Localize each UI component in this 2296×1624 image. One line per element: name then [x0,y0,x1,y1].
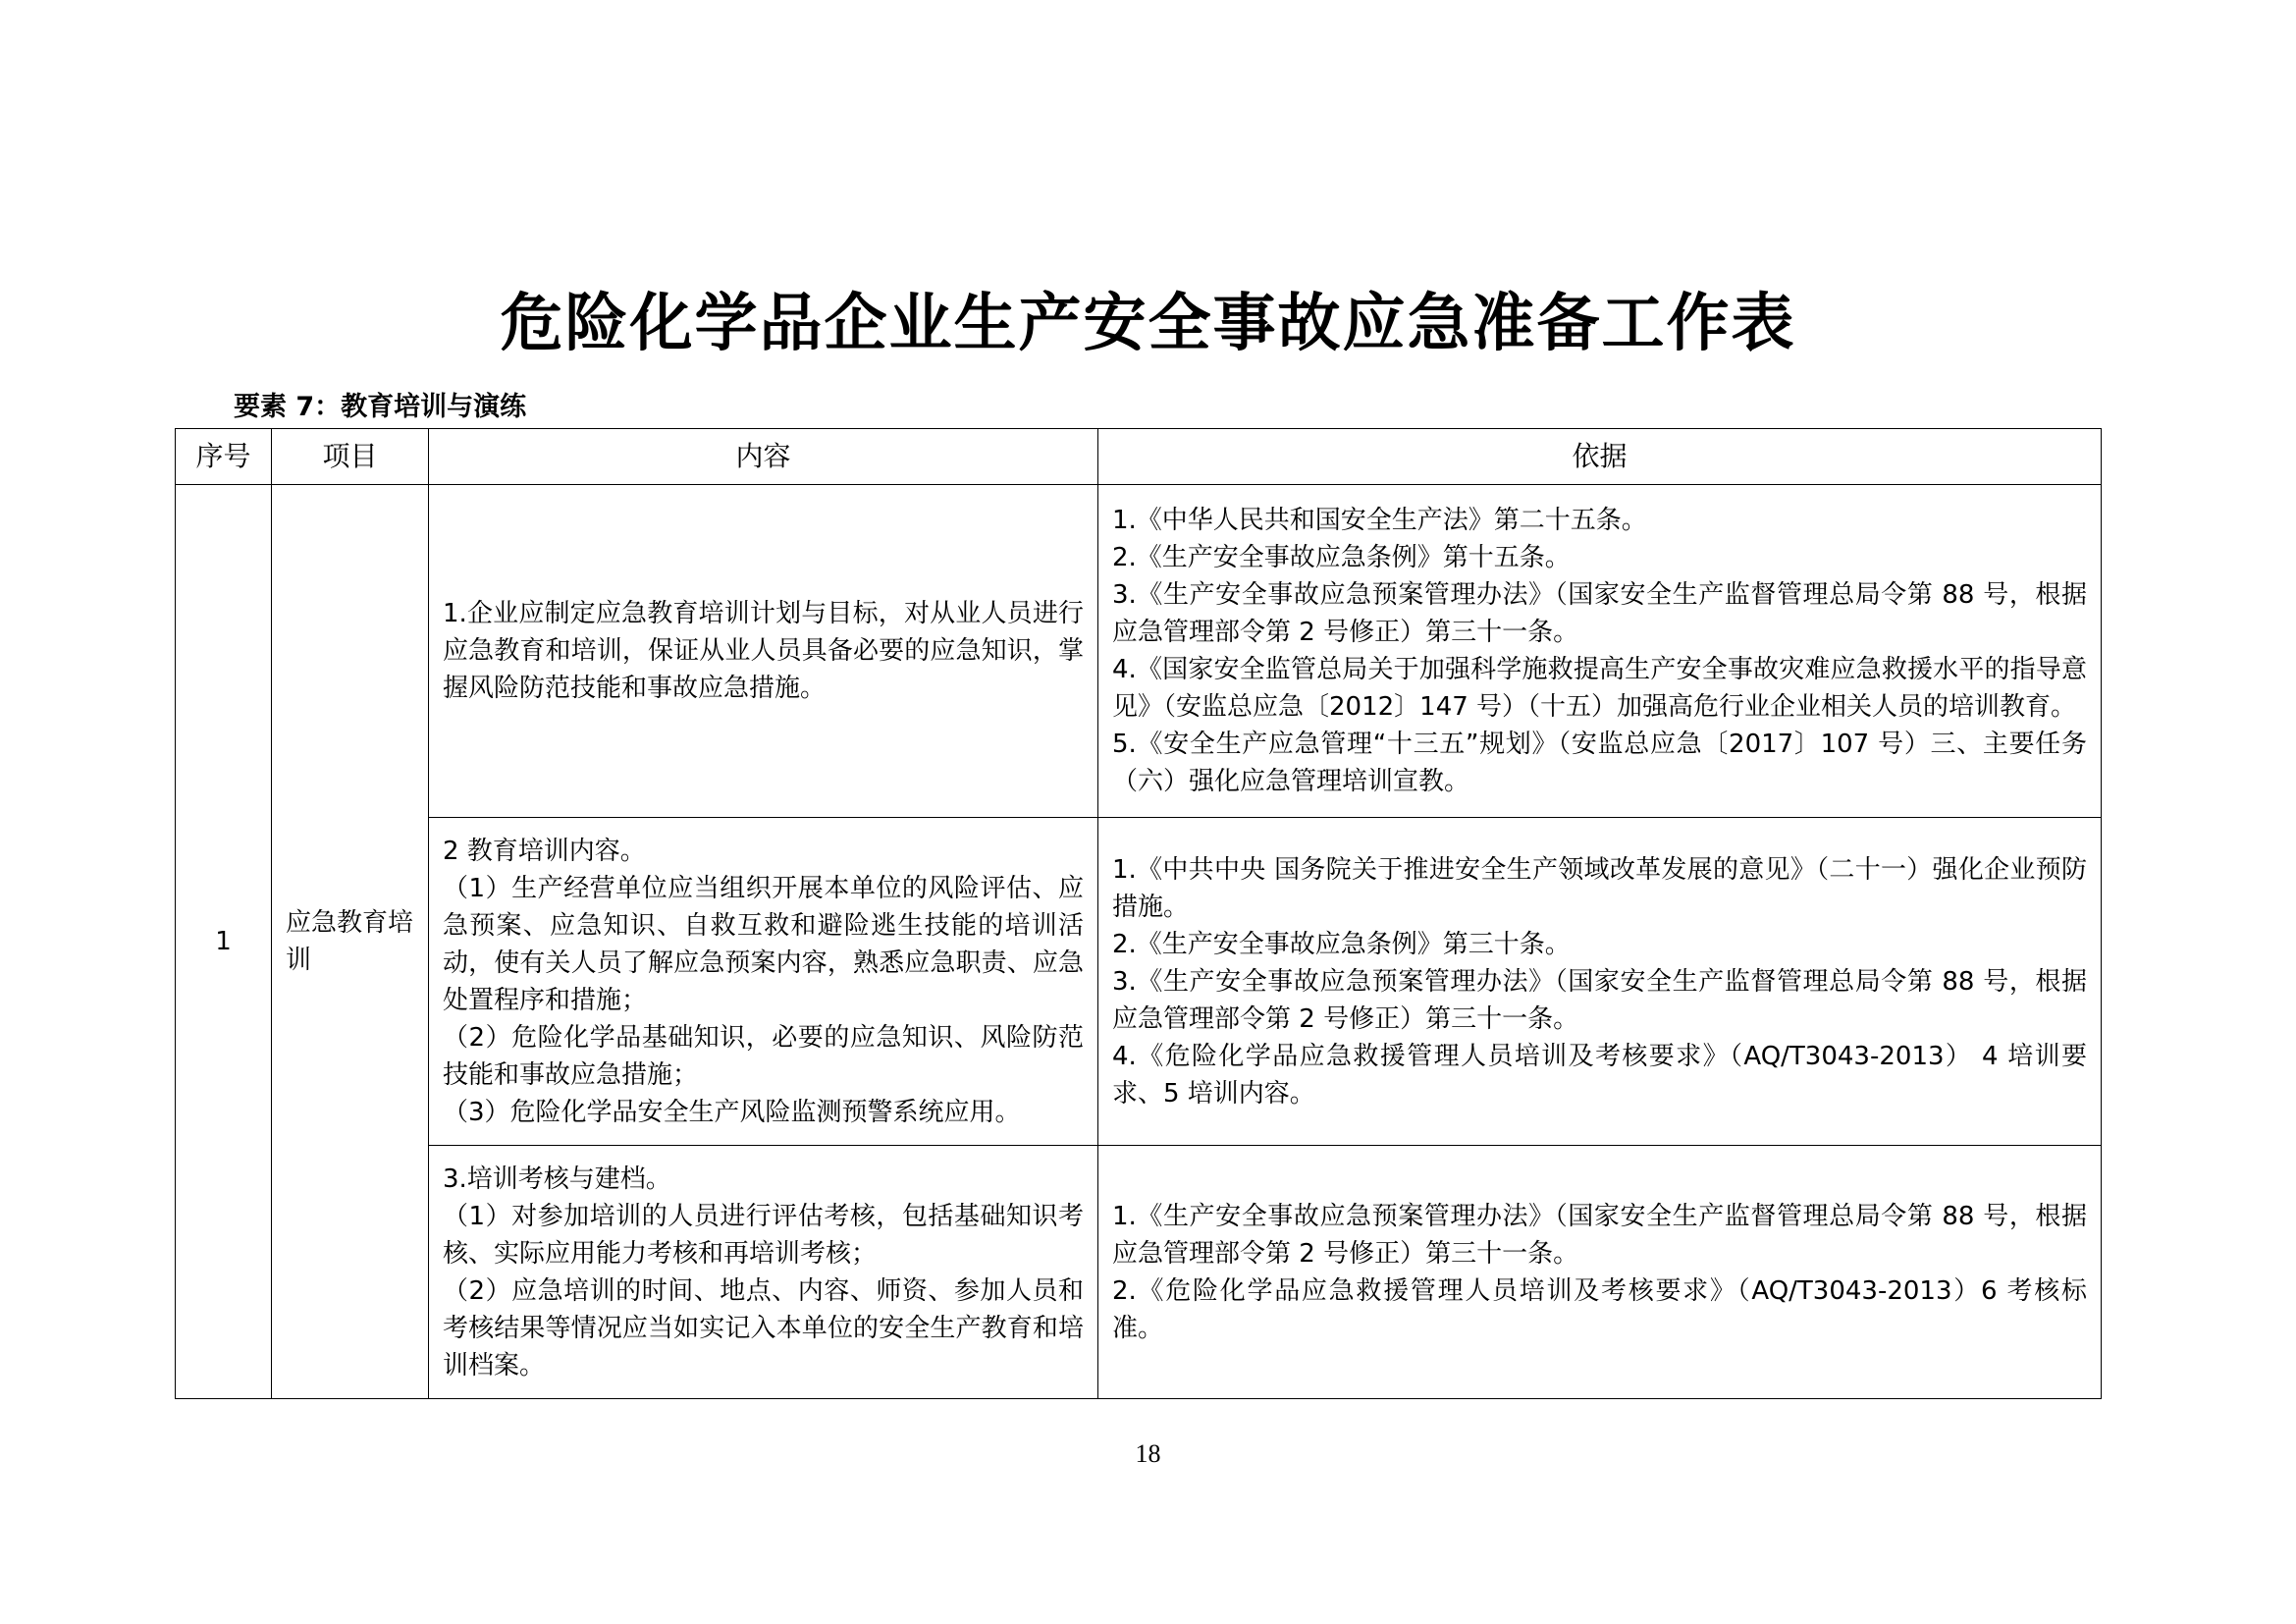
content-line: （3）危险化学品安全生产风险监测预警系统应用。 [443,1097,1021,1127]
element-label: 要素 7：教育培训与演练 [234,392,527,422]
content-line: （1）对参加培训的人员进行评估考核，包括基础知识考核、实际应用能力考核和再培训考核； [443,1201,1084,1269]
work-table [175,428,2102,1399]
table-row [176,485,2102,818]
basis-line: 4.《危险化学品应急救援管理人员培训及考核要求》（AQ/T3043-2013） 4 培训要求、5 培训内容。 [1112,1041,2087,1109]
basis-cell [1098,485,2102,818]
header-seq: 序号 [176,429,272,485]
header-content: 内容 [429,429,1098,485]
item-cell: 应急教育培训 [272,485,429,1399]
basis-line: 4.《国家安全监管总局关于加强科学施救提高生产安全事故灾难应急救援水平的指导意见》（安监总应急〔2012〕147 号）（十五）加强高危行业企业相关人员的培训教育。 [1112,655,2087,722]
content-cell [429,485,1098,818]
document-title: 危险化学品企业生产安全事故应急准备工作表 [500,288,1796,360]
table-row [176,818,2102,1146]
basis-cell [1098,1146,2102,1399]
header-item: 项目 [272,429,429,485]
content-line: （2）危险化学品基础知识，必要的应急知识、风险防范技能和事故应急措施； [443,1022,1084,1090]
basis-cell [1098,818,2102,1146]
basis-line: 3.《生产安全事故应急预案管理办法》（国家安全生产监督管理总局令第 88 号，根据应急管理部令第 2 号修正）第三十一条。 [1112,580,2087,647]
basis-line: 3.《生产安全事故应急预案管理办法》（国家安全生产监督管理总局令第 88 号，根据应急管理部令第 2 号修正）第三十一条。 [1112,966,2087,1034]
content-line: 3.培训考核与建档。 [443,1164,671,1194]
basis-line: 2.《危险化学品应急救援管理人员培训及考核要求》（AQ/T3043-2013）6 考核标准。 [1112,1275,2087,1343]
seq-cell: 1 [176,485,272,1399]
basis-line: 1.《生产安全事故应急预案管理办法》（国家安全生产监督管理总局令第 88 号，根据应急管理部令第 2 号修正）第三十一条。 [1112,1201,2087,1269]
table-row [176,1146,2102,1399]
basis-line: 1.《中共中央 国务院关于推进安全生产领域改革发展的意见》（二十一）强化企业预防措施。 [1112,854,2087,922]
table-header-row [176,429,2102,485]
basis-line: 2.《生产安全事故应急条例》第十五条。 [1112,543,1571,572]
content-line: 1.企业应制定应急教育培训计划与目标，对从业人员进行应急教育和培训，保证从业人员具备必要的应急知识，掌握风险防范技能和事故应急措施。 [443,599,1084,703]
content-cell [429,1146,1098,1399]
content-line: 2 教育培训内容。 [443,836,646,866]
basis-line: 1.《中华人民共和国安全生产法》第二十五条。 [1112,506,1647,535]
content-line: （1）生产经营单位应当组织开展本单位的风险评估、应急预案、应急知识、自救互救和避险逃生技能的培训活动，使有关人员了解应急预案内容，熟悉应急职责、应急处置程序和措施； [443,873,1084,1015]
basis-line: 5.《安全生产应急管理“十三五”规划》（安监总应急〔2017〕107 号）三、主要任务（六）强化应急管理培训宣教。 [1112,730,2087,796]
header-basis: 依据 [1098,429,2102,485]
content-cell [429,818,1098,1146]
basis-line: 2.《生产安全事故应急条例》第三十条。 [1112,929,1571,959]
content-line: （2）应急培训的时间、地点、内容、师资、参加人员和考核结果等情况应当如实记入本单位的安全生产教育和培训档案。 [443,1275,1084,1380]
page-number: 18 [1135,1439,1161,1468]
